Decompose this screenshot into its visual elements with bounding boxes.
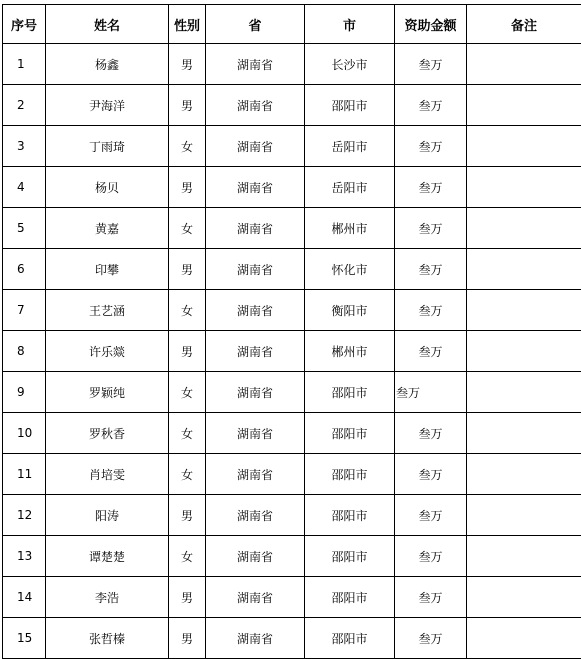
cell-no: 9 — [3, 372, 46, 413]
cell-province: 湖南省 — [206, 331, 305, 372]
cell-city: 邵阳市 — [305, 372, 395, 413]
cell-gender: 男 — [169, 249, 206, 290]
cell-province: 湖南省 — [206, 290, 305, 331]
cell-name: 杨贝 — [46, 167, 169, 208]
cell-name: 印攀 — [46, 249, 169, 290]
cell-note — [467, 413, 581, 454]
cell-note — [467, 372, 581, 413]
cell-amount: 叁万 — [395, 331, 467, 372]
cell-name: 尹海洋 — [46, 85, 169, 126]
cell-city: 邵阳市 — [305, 577, 395, 618]
table-row — [3, 85, 581, 126]
header-row — [3, 5, 581, 44]
cell-note — [467, 577, 581, 618]
cell-gender: 女 — [169, 454, 206, 495]
cell-no: 11 — [3, 454, 46, 495]
cell-no: 6 — [3, 249, 46, 290]
cell-city: 邵阳市 — [305, 454, 395, 495]
cell-note — [467, 536, 581, 577]
cell-province: 湖南省 — [206, 372, 305, 413]
cell-no: 2 — [3, 85, 46, 126]
cell-gender: 女 — [169, 208, 206, 249]
table-row — [3, 577, 581, 618]
cell-name: 罗秋香 — [46, 413, 169, 454]
cell-city: 邵阳市 — [305, 85, 395, 126]
sponsorship-table — [2, 4, 581, 659]
cell-province: 湖南省 — [206, 454, 305, 495]
cell-province: 湖南省 — [206, 167, 305, 208]
cell-city: 郴州市 — [305, 331, 395, 372]
cell-amount: 叁万 — [395, 536, 467, 577]
header-note: 备注 — [467, 5, 581, 44]
cell-gender: 女 — [169, 290, 206, 331]
table-row — [3, 167, 581, 208]
cell-note — [467, 208, 581, 249]
cell-no: 3 — [3, 126, 46, 167]
cell-name: 肖培雯 — [46, 454, 169, 495]
cell-note — [467, 167, 581, 208]
cell-no: 8 — [3, 331, 46, 372]
cell-gender: 男 — [169, 167, 206, 208]
cell-amount: 叁万 — [395, 44, 467, 85]
table-row — [3, 618, 581, 659]
cell-city: 邵阳市 — [305, 413, 395, 454]
cell-city: 岳阳市 — [305, 126, 395, 167]
cell-no: 10 — [3, 413, 46, 454]
header-province: 省 — [206, 5, 305, 44]
table-row — [3, 44, 581, 85]
cell-province: 湖南省 — [206, 85, 305, 126]
cell-no: 12 — [3, 495, 46, 536]
cell-name: 阳涛 — [46, 495, 169, 536]
header-amount: 资助金额 — [395, 5, 467, 44]
cell-no: 13 — [3, 536, 46, 577]
cell-note — [467, 454, 581, 495]
cell-amount: 叁万 — [395, 167, 467, 208]
header-name: 姓名 — [46, 5, 169, 44]
cell-note — [467, 126, 581, 167]
table-row — [3, 454, 581, 495]
cell-province: 湖南省 — [206, 126, 305, 167]
cell-city: 岳阳市 — [305, 167, 395, 208]
cell-name: 王艺涵 — [46, 290, 169, 331]
cell-name: 许乐燚 — [46, 331, 169, 372]
cell-note — [467, 85, 581, 126]
cell-city: 邵阳市 — [305, 618, 395, 659]
table-row — [3, 372, 581, 413]
cell-gender: 男 — [169, 577, 206, 618]
cell-no: 15 — [3, 618, 46, 659]
cell-amount: 叁万 — [395, 85, 467, 126]
cell-no: 4 — [3, 167, 46, 208]
table-row — [3, 249, 581, 290]
cell-name: 丁雨琦 — [46, 126, 169, 167]
table-row — [3, 290, 581, 331]
cell-gender: 男 — [169, 495, 206, 536]
cell-amount: 叁万 — [395, 495, 467, 536]
table-row — [3, 495, 581, 536]
cell-amount: 叁万 — [395, 577, 467, 618]
cell-amount: 叁万 — [395, 290, 467, 331]
cell-city: 衡阳市 — [305, 290, 395, 331]
cell-no: 14 — [3, 577, 46, 618]
cell-gender: 女 — [169, 536, 206, 577]
table-row — [3, 331, 581, 372]
table-row — [3, 208, 581, 249]
cell-gender: 女 — [169, 413, 206, 454]
cell-city: 怀化市 — [305, 249, 395, 290]
cell-amount: 叁万 — [395, 372, 467, 413]
cell-name: 李浩 — [46, 577, 169, 618]
cell-city: 郴州市 — [305, 208, 395, 249]
cell-name: 谭楚楚 — [46, 536, 169, 577]
cell-province: 湖南省 — [206, 208, 305, 249]
cell-note — [467, 618, 581, 659]
header-no: 序号 — [3, 5, 46, 44]
cell-name: 罗颖纯 — [46, 372, 169, 413]
cell-name: 黄嘉 — [46, 208, 169, 249]
cell-amount: 叁万 — [395, 249, 467, 290]
cell-note — [467, 290, 581, 331]
cell-province: 湖南省 — [206, 577, 305, 618]
header-city: 市 — [305, 5, 395, 44]
cell-province: 湖南省 — [206, 536, 305, 577]
cell-province: 湖南省 — [206, 495, 305, 536]
cell-amount: 叁万 — [395, 618, 467, 659]
cell-gender: 男 — [169, 85, 206, 126]
cell-gender: 女 — [169, 372, 206, 413]
cell-amount: 叁万 — [395, 126, 467, 167]
cell-amount: 叁万 — [395, 454, 467, 495]
cell-province: 湖南省 — [206, 44, 305, 85]
cell-note — [467, 249, 581, 290]
cell-gender: 女 — [169, 126, 206, 167]
cell-province: 湖南省 — [206, 249, 305, 290]
cell-gender: 男 — [169, 44, 206, 85]
cell-gender: 男 — [169, 331, 206, 372]
cell-note — [467, 495, 581, 536]
cell-province: 湖南省 — [206, 413, 305, 454]
cell-province: 湖南省 — [206, 618, 305, 659]
cell-note — [467, 331, 581, 372]
cell-amount: 叁万 — [395, 208, 467, 249]
cell-note — [467, 44, 581, 85]
cell-name: 杨鑫 — [46, 44, 169, 85]
cell-amount: 叁万 — [395, 413, 467, 454]
table-body — [3, 44, 581, 659]
table-row — [3, 413, 581, 454]
header-gender: 性别 — [169, 5, 206, 44]
cell-no: 1 — [3, 44, 46, 85]
cell-name: 张哲榛 — [46, 618, 169, 659]
table-row — [3, 536, 581, 577]
cell-city: 邵阳市 — [305, 536, 395, 577]
cell-gender: 男 — [169, 618, 206, 659]
cell-no: 7 — [3, 290, 46, 331]
cell-no: 5 — [3, 208, 46, 249]
table-row — [3, 126, 581, 167]
cell-city: 长沙市 — [305, 44, 395, 85]
cell-city: 邵阳市 — [305, 495, 395, 536]
